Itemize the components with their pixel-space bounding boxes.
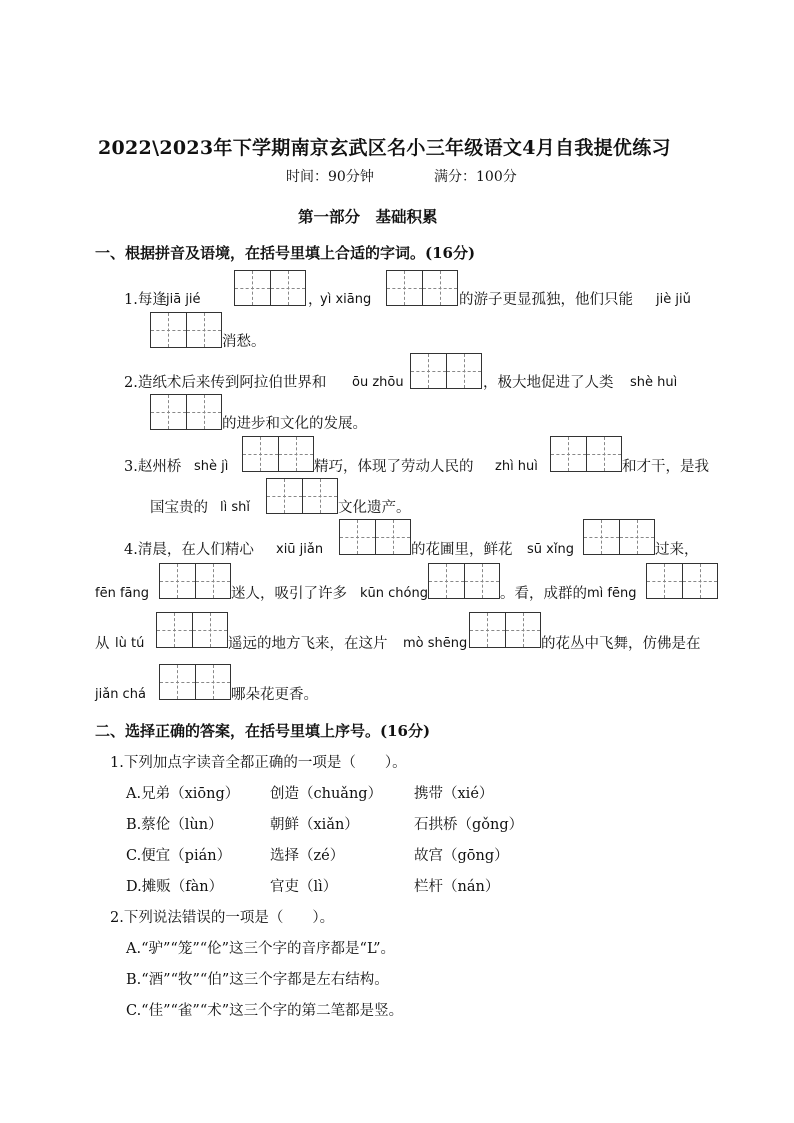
answer-box-q4-1[interactable] <box>339 519 411 555</box>
q4-text-d: 迷人，吸引了许多 <box>231 586 347 602</box>
s2-q1-option-d3: 栏杆（nán） <box>414 879 500 895</box>
q4-pinyin-8: jiǎn chá <box>95 687 146 702</box>
answer-box-q4-6[interactable] <box>156 612 228 648</box>
q4-text-f: 从 <box>95 636 110 652</box>
q3-text-d: 国宝贵的 <box>150 500 208 516</box>
part-title: 第一部分 基础积累 <box>298 207 438 226</box>
q4-pinyin-7: mò shēng <box>403 636 468 651</box>
q1-text-c: 的游子更显孤独，他们只能 <box>459 292 633 308</box>
q4-pinyin-1: xiū jiǎn <box>276 542 324 557</box>
s2-q2-option-b: B.“酒”“牧”“伯”这三个字都是左右结构。 <box>126 972 389 988</box>
q3-text-e: 文化遗产。 <box>338 500 411 516</box>
answer-box-q2-1[interactable] <box>410 353 482 389</box>
answer-box-q4-3[interactable] <box>159 563 231 599</box>
q1-text-a: 1.每逢 <box>124 292 167 308</box>
q4-pinyin-2: sū xǐng <box>527 542 574 557</box>
s2-q1-option-b2: 朝鲜（xiǎn） <box>270 817 359 833</box>
q4-pinyin-6: lù tú <box>115 636 145 651</box>
q3-pinyin-3: lì shǐ <box>220 500 250 515</box>
answer-box-q4-5[interactable] <box>646 563 718 599</box>
q4-text-a: 4.清晨，在人们精心 <box>124 542 254 558</box>
s2-q1-stem: 1.下列加点字读音全都正确的一项是（ ）。 <box>110 755 407 771</box>
q1-pinyin-2: yì xiāng <box>320 292 372 307</box>
s2-q2-option-a: A.“驴”“笼”“伦”这三个字的音序都是“L”。 <box>126 941 396 957</box>
q2-text-c: 的进步和文化的发展。 <box>222 416 367 432</box>
answer-box-q1-2[interactable] <box>386 270 458 306</box>
q4-text-g: 遥远的地方飞来，在这片 <box>228 636 388 652</box>
q3-text-c: 和才干，是我 <box>622 459 709 475</box>
answer-box-q4-7[interactable] <box>469 612 541 648</box>
answer-box-q2-2[interactable] <box>150 394 222 430</box>
q4-text-e: 。看，成群的 <box>500 586 587 602</box>
q1-text-b: ， <box>308 292 323 308</box>
s2-q1-option-d1: D.摊贩（fàn） <box>126 879 224 895</box>
q2-pinyin-1: ōu zhōu <box>352 375 404 390</box>
section1-title: 一、根据拼音及语境，在括号里填上合适的字词。(16分) <box>95 244 476 262</box>
q4-text-h: 的花丛中飞舞，仿佛是在 <box>541 636 701 652</box>
s2-q1-option-c2: 选择（zé） <box>270 848 345 864</box>
q3-text-b: 精巧，体现了劳动人民的 <box>314 459 474 475</box>
s2-q1-option-a2: 创造（chuǎng） <box>270 786 383 802</box>
q3-pinyin-2: zhì huì <box>495 459 538 474</box>
s2-q2-stem: 2.下列说法错误的一项是（ ）。 <box>110 910 335 926</box>
section2-title: 二、选择正确的答案，在括号里填上序号。(16分) <box>95 722 431 740</box>
exam-time: 时间：90分钟 <box>286 169 374 185</box>
exam-score: 满分：100分 <box>434 169 517 185</box>
q4-text-i: 哪朵花更香。 <box>231 687 318 703</box>
q1-text-d: 消愁。 <box>222 334 266 350</box>
answer-box-q4-2[interactable] <box>583 519 655 555</box>
s2-q1-option-c3: 故宫（gōng） <box>414 848 509 864</box>
answer-box-q4-4[interactable] <box>428 563 500 599</box>
q4-pinyin-4: kūn chóng <box>360 586 428 601</box>
page-title: 2022\2023年下学期南京玄武区名小三年级语文4月自我提优练习 <box>98 137 671 159</box>
s2-q1-option-b1: B.蔡伦（lùn） <box>126 817 223 833</box>
q3-text-a: 3.赵州桥 <box>124 459 182 475</box>
q2-text-b: ，极大地促进了人类 <box>483 375 614 391</box>
q4-text-c: 过来， <box>655 542 699 558</box>
answer-box-q3-3[interactable] <box>266 478 338 514</box>
q3-pinyin-1: shè jì <box>194 459 229 474</box>
q4-pinyin-3: fēn fāng <box>95 586 149 601</box>
q2-pinyin-2: shè huì <box>630 375 678 390</box>
q4-text-b: 的花圃里，鲜花 <box>411 542 513 558</box>
answer-box-q1-3[interactable] <box>150 312 222 348</box>
q1-pinyin-3: jiè jiǔ <box>656 292 691 307</box>
q4-pinyin-5: mì fēng <box>587 586 637 601</box>
answer-box-q4-8[interactable] <box>159 664 231 700</box>
s2-q2-option-c: C.“佳”“雀”“术”这三个字的第二笔都是竖。 <box>126 1003 404 1019</box>
answer-box-q3-2[interactable] <box>550 436 622 472</box>
s2-q1-option-b3: 石拱桥（gǒng） <box>414 817 524 833</box>
s2-q1-option-c1: C.便宜（pián） <box>126 848 232 864</box>
s2-q1-option-a3: 携带（xié） <box>414 786 494 802</box>
answer-box-q1-1[interactable] <box>234 270 306 306</box>
s2-q1-option-a1: A.兄弟（xiōng） <box>126 786 240 802</box>
q1-pinyin-1: jiā jié <box>166 292 201 307</box>
s2-q1-option-d2: 官吏（lì） <box>270 879 338 895</box>
q2-text-a: 2.造纸术后来传到阿拉伯世界和 <box>124 375 327 391</box>
answer-box-q3-1[interactable] <box>242 436 314 472</box>
